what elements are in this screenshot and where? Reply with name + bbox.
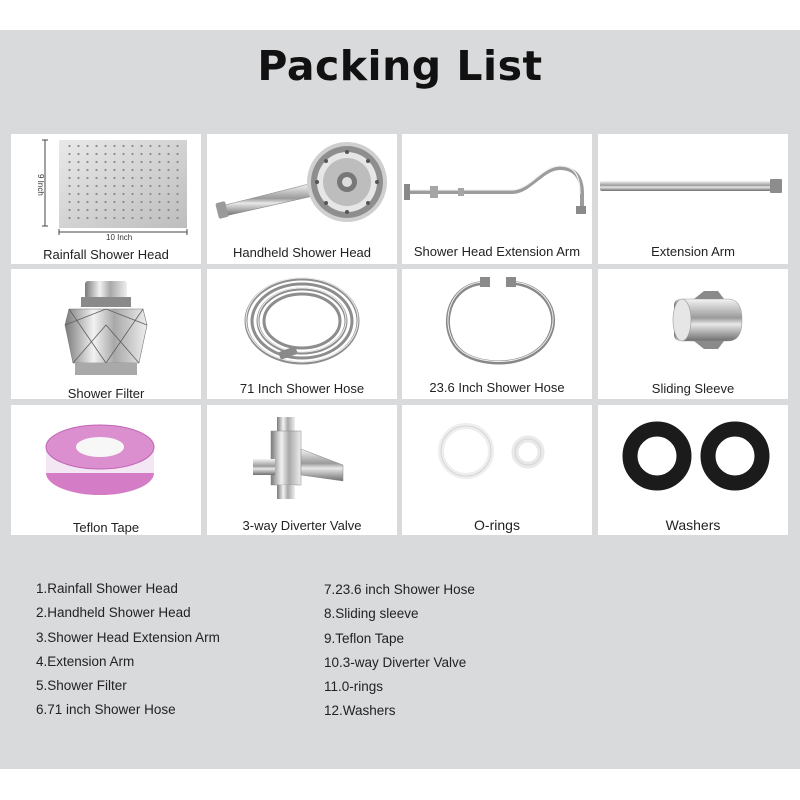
card-71-inch-shower-hose	[207, 269, 397, 399]
list-item: 12.Washers	[324, 703, 396, 719]
card-o-rings	[402, 405, 592, 535]
card-extension-arm	[598, 134, 788, 264]
list-item: 4.Extension Arm	[36, 653, 135, 669]
width-dimension-label: 10 Inch	[106, 233, 133, 242]
shower-hose-coiled-icon	[207, 269, 397, 399]
item-label: 23.6 Inch Shower Hose	[429, 380, 565, 395]
packing-list-right-column	[324, 578, 475, 724]
list-item: 3.Shower Head Extension Arm	[36, 629, 220, 645]
card-handheld-shower-head	[207, 134, 397, 264]
card-washers	[598, 405, 788, 535]
item-label: 71 Inch Shower Hose	[239, 381, 365, 396]
item-label: Extension Arm	[651, 244, 735, 259]
packing-list-left-column	[36, 577, 220, 723]
teflon-tape-icon	[11, 405, 201, 535]
list-item: 1.Rainfall Shower Head	[36, 581, 178, 596]
item-label: Handheld Shower Head	[232, 245, 372, 260]
card-shower-filter	[11, 269, 201, 399]
card-3-way-diverter-valve	[207, 405, 397, 535]
card-23-6-inch-shower-hose	[402, 269, 592, 399]
list-item: 5.Shower Filter	[36, 678, 127, 694]
card-shower-head-extension-arm	[402, 134, 592, 264]
card-sliding-sleeve	[598, 269, 788, 399]
rainfall-shower-head-icon	[11, 134, 201, 264]
washers-icon	[598, 405, 788, 535]
list-item: 2.Handheld Shower Head	[36, 605, 191, 621]
card-rainfall-shower-head	[11, 134, 201, 264]
item-label: 3-way Diverter Valve	[242, 518, 362, 533]
list-item: 10.3-way Diverter Valve	[324, 654, 467, 670]
item-label: O-rings	[474, 517, 520, 533]
list-item: 6.71 inch Shower Hose	[36, 702, 176, 718]
diverter-valve-icon	[207, 405, 397, 535]
item-label: Sliding Sleeve	[651, 381, 735, 396]
item-label: Shower Filter	[67, 386, 145, 401]
height-dimension-label: 9 Inch	[36, 174, 45, 196]
page-title: Packing List	[257, 42, 543, 90]
list-item: 9.Teflon Tape	[324, 630, 405, 646]
item-label: Rainfall Shower Head	[43, 247, 169, 262]
shower-filter-icon	[11, 269, 201, 399]
item-label: Teflon Tape	[72, 520, 140, 535]
sliding-sleeve-icon	[598, 269, 788, 399]
list-item: 7.23.6 inch Shower Hose	[324, 582, 475, 597]
o-rings-icon	[402, 405, 592, 535]
list-item: 8.Sliding sleeve	[324, 606, 419, 622]
item-label: Washers	[665, 517, 721, 533]
list-item: 11.0-rings	[324, 679, 384, 695]
item-label: Shower Head Extension Arm	[413, 244, 581, 259]
card-teflon-tape	[11, 405, 201, 535]
